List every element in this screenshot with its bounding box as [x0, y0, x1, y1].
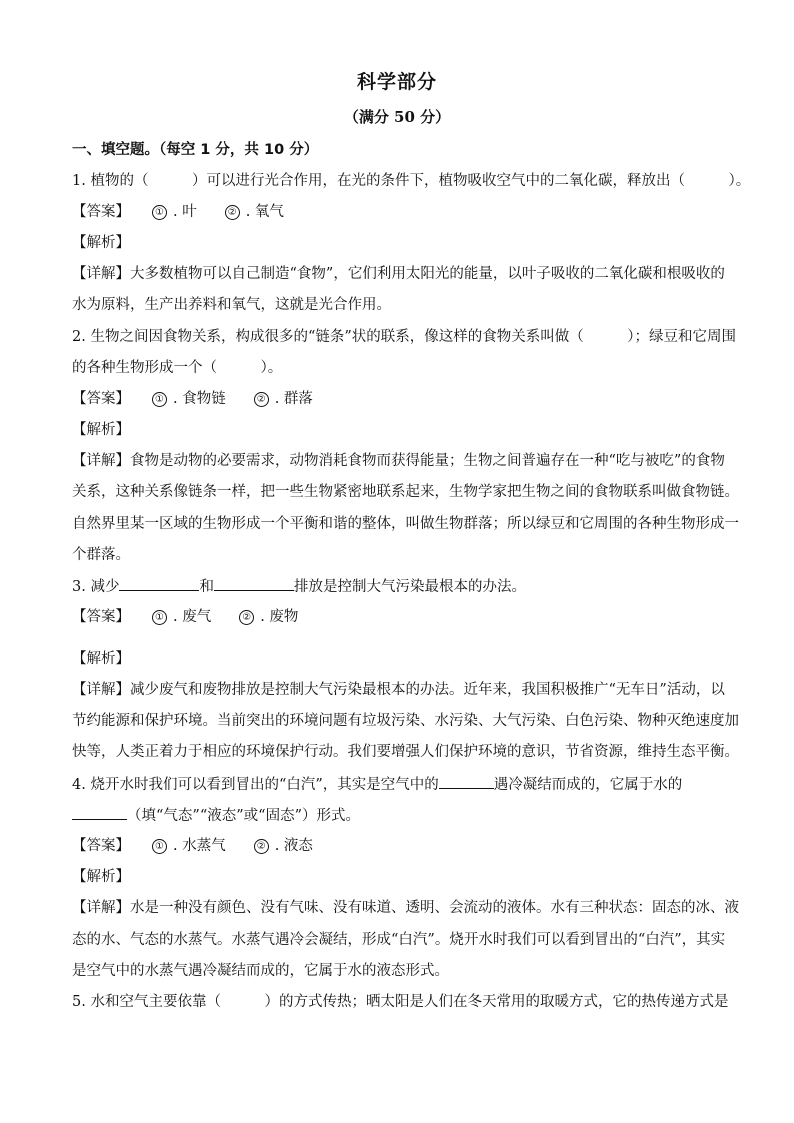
answer-1: . 水蒸气 — [173, 838, 226, 854]
question-text: 遇冷凝结而成的，它属于水的 — [493, 777, 683, 793]
answer-blank — [72, 805, 127, 820]
detail-label: 【详解】 — [72, 900, 130, 916]
detail-label: 【详解】 — [72, 266, 130, 282]
section-heading: 一、填空题。（每空 1 分，共 10 分） — [72, 142, 319, 158]
detail-text: 水是一种没有颜色、没有气味、没有味道、透明、会流动的液体。水有三种状态：固态的冰、液 — [130, 900, 739, 916]
answer-row-2 — [72, 389, 732, 409]
circled-number-icon: ② — [254, 839, 269, 854]
score-note: （满分 50 分） — [343, 108, 451, 126]
answer-label: 【答案】 — [72, 609, 130, 625]
detail-text: 大多数植物可以自己制造“食物”，它们利用太阳光的能量，以叶子吸收的二氧化碳和根吸收的 — [130, 266, 725, 282]
circled-number-icon: ① — [152, 839, 167, 854]
answer-2: . 群落 — [274, 391, 313, 407]
circled-number-icon: ② — [225, 205, 240, 220]
answer-row-1 — [72, 202, 732, 222]
question-4-cont — [72, 805, 732, 825]
circled-number-icon: ② — [239, 610, 254, 625]
detail-text: 节约能源和保护环境。当前突出的环境问题有垃圾污染、水污染、大气污染、白色污染、物种灭绝速度加 — [72, 713, 739, 729]
detail-text: 食物是动物的必要需求，动物消耗食物而获得能量；生物之间普遍存在一种“吃与被吃”的食物 — [130, 453, 725, 469]
question-text: （填“气态”“液态”或“固态”）形式。 — [127, 808, 360, 824]
answer-1: . 食物链 — [173, 391, 226, 407]
analysis-label: 【解析】 — [72, 422, 130, 438]
question-text: 4. 烧开水时我们可以看到冒出的“白汽”，其实是空气中的 — [72, 777, 439, 793]
question-1: 1. 植物的（ ）可以进行光合作用，在光的条件下，植物吸收空气中的二氧化碳，释放出（ ）。 — [72, 173, 751, 189]
question-text: 3. 减少 — [72, 579, 120, 595]
question-5: 5. 水和空气主要依靠（ ）的方式传热；晒太阳是人们在冬天常用的取暖方式，它的热传递方式是 — [72, 994, 729, 1010]
question-text: 和 — [199, 579, 214, 595]
answer-row-4 — [72, 836, 732, 856]
analysis-label: 【解析】 — [72, 651, 130, 667]
answer-label: 【答案】 — [72, 391, 130, 407]
circled-number-icon: ② — [254, 392, 269, 407]
detail-paragraph — [72, 680, 732, 700]
answer-2: . 液态 — [274, 838, 313, 854]
detail-text: 是空气中的水蒸气遇冷凝结而成的，它属于水的液态形式。 — [72, 963, 449, 979]
detail-paragraph — [72, 264, 732, 284]
analysis-label: 【解析】 — [72, 235, 130, 251]
detail-text: 关系，这种关系像链条一样，把一些生物紧密地联系起来，生物学家把生物之间的食物联系叫做食物链。 — [72, 484, 739, 500]
detail-label: 【详解】 — [72, 682, 130, 698]
question-2: 2. 生物之间因食物关系，构成很多的“链条”状的联系，像这样的食物关系叫做（ ）；绿豆和它周围 — [72, 329, 737, 345]
detail-text: 水为原料，生产出养料和氧气，这就是光合作用。 — [72, 297, 391, 313]
answer-label: 【答案】 — [72, 838, 130, 854]
circled-number-icon: ① — [152, 392, 167, 407]
answer-2: . 废物 — [260, 609, 299, 625]
answer-row-3 — [72, 607, 732, 627]
answer-blank — [439, 774, 494, 789]
answer-blank — [214, 576, 294, 591]
detail-text: 态的水、气态的水蒸气。水蒸气遇冷会凝结，形成“白汽”。烧开水时我们可以看到冒出的“白汽”，其实 — [72, 932, 726, 948]
question-3 — [72, 576, 732, 596]
answer-1: . 废气 — [173, 609, 212, 625]
question-4 — [72, 774, 732, 794]
answer-blank — [119, 576, 199, 591]
detail-label: 【详解】 — [72, 453, 130, 469]
detail-paragraph — [72, 898, 739, 918]
circled-number-icon: ① — [152, 610, 167, 625]
detail-text: 快等，人类正着力于相应的环境保护行动。我们要增强人们保护环境的意识，节省资源，维持生态平衡。 — [72, 744, 739, 760]
detail-text: 个群落。 — [72, 547, 130, 563]
answer-label: 【答案】 — [72, 204, 130, 220]
answer-2: . 氧气 — [245, 204, 284, 220]
detail-text: 减少废气和废物排放是控制大气污染最根本的办法。近年来，我国积极推广“无车日”活动，以 — [130, 682, 725, 698]
detail-paragraph — [72, 451, 732, 471]
circled-number-icon: ① — [152, 205, 167, 220]
page-title: 科学部分 — [356, 71, 437, 93]
answer-1: . 叶 — [173, 204, 197, 220]
detail-text: 自然界里某一区域的生物形成一个平衡和谐的整体，叫做生物群落；所以绿豆和它周围的各种生物形成一 — [72, 516, 739, 532]
question-text: 排放是控制大气污染最根本的办法。 — [293, 579, 526, 595]
analysis-label: 【解析】 — [72, 869, 130, 885]
question-2-cont: 的各种生物形成一个（ ）。 — [72, 360, 283, 376]
